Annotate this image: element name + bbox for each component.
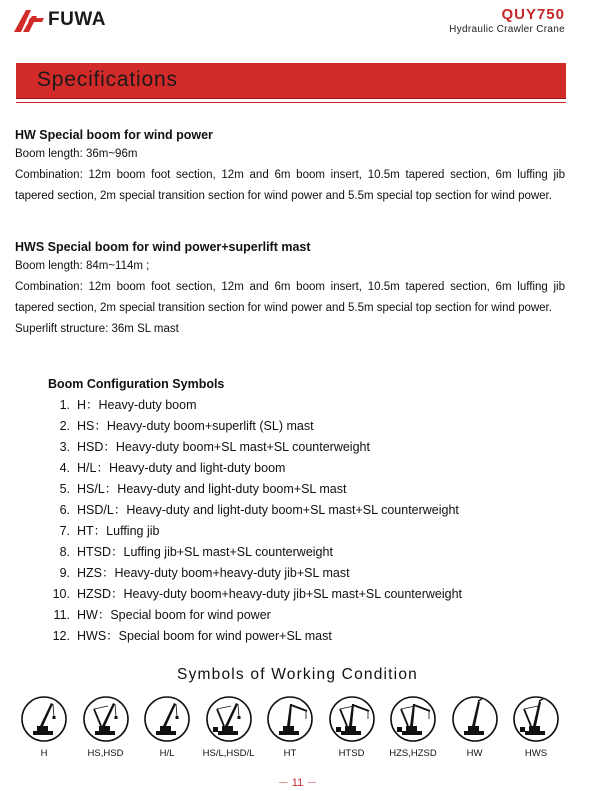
working-condition-label: HS/L,HSD/L	[202, 748, 255, 759]
boom-config-block	[48, 377, 595, 647]
boom-config-list	[48, 395, 595, 647]
list-item-number: 7.	[59, 524, 70, 538]
working-condition-label: HT	[283, 748, 297, 759]
list-item-text: HZS：Heavy-duty boom+heavy-duty jib+SL mast	[77, 566, 350, 580]
crane-hs-l-hsd-l-icon	[205, 695, 253, 743]
list-item	[48, 416, 595, 437]
model-header	[449, 6, 565, 35]
fuwa-logo-mark-icon	[14, 8, 44, 32]
hws-boom-length: Boom length: 84m~114m ;	[15, 260, 150, 272]
hws-combination: Combination: 12m boom foot section, 12m and 6m boom insert, 10.5m tapered section, 6m luffing jib tapered section, 2m special transition section for wind power and 5.5m special top section for wind power.	[15, 281, 565, 314]
logo-text: FUWA	[48, 9, 106, 30]
list-item	[48, 437, 595, 458]
crane-ht-icon	[266, 695, 314, 743]
hw-heading: HW Special boom for wind power	[15, 128, 213, 142]
hw-boom-length: Boom length: 36m~96m	[15, 148, 138, 160]
list-item	[48, 458, 595, 479]
section-divider	[16, 102, 566, 103]
working-condition-label: HS,HSD	[87, 748, 124, 759]
list-item	[48, 605, 595, 626]
working-condition-item	[383, 695, 443, 759]
section-title-bar	[16, 63, 566, 99]
crane-hs-hsd-icon	[82, 695, 130, 743]
list-item-number: 3.	[59, 440, 70, 454]
crane-htsd-icon	[328, 695, 376, 743]
list-item-text: HZSD：Heavy-duty boom+heavy-duty jib+SL mast+SL counterweight	[77, 587, 463, 601]
hw-spec-block	[15, 128, 565, 207]
working-condition-item	[506, 695, 566, 759]
list-item-number: 9.	[59, 566, 70, 580]
list-item	[48, 479, 595, 500]
model-subtitle: Hydraulic Crawler Crane	[449, 24, 565, 35]
list-item-text: HS：Heavy-duty boom+superlift (SL) mast	[77, 419, 314, 433]
list-item	[48, 584, 595, 605]
model-code: QUY750	[501, 6, 565, 23]
list-item-text: H/L：Heavy-duty and light-duty boom	[77, 461, 286, 475]
list-item-text: H：Heavy-duty boom	[77, 398, 197, 412]
hws-heading: HWS Special boom for wind power+superlift mast	[15, 240, 311, 254]
working-condition-item	[14, 695, 74, 759]
working-condition-label: HW	[466, 748, 483, 759]
crane-h-l-icon	[143, 695, 191, 743]
working-condition-item	[137, 695, 197, 759]
list-item-number: 5.	[59, 482, 70, 496]
working-condition-icons	[16, 695, 566, 765]
list-item	[48, 542, 595, 563]
list-item-text: HSD/L：Heavy-duty and light-duty boom+SL mast+SL counterweight	[77, 503, 459, 517]
list-item-number: 2.	[59, 419, 70, 433]
list-item	[48, 626, 595, 647]
crane-hws-icon	[512, 695, 560, 743]
working-condition-item	[322, 695, 382, 759]
working-condition-title: Symbols of Working Condition	[177, 666, 418, 683]
list-item-number: 4.	[59, 461, 70, 475]
working-condition-item	[260, 695, 320, 759]
hw-combination: Combination: 12m boom foot section, 12m and 6m boom insert, 10.5m tapered section, 6m luffing jib tapered section, 2m special transition section for wind power and 5.5m special top section for wind power.	[15, 169, 565, 202]
boom-config-title: Boom Configuration Symbols	[48, 377, 225, 391]
list-item	[48, 395, 595, 416]
hws-superlift: Superlift structure: 36m SL mast	[15, 323, 179, 335]
list-item	[48, 500, 595, 521]
list-item-text: HW：Special boom for wind power	[77, 608, 271, 622]
list-item-text: HWS：Special boom for wind power+SL mast	[77, 629, 332, 643]
section-title: Specifications	[37, 68, 178, 91]
list-item-text: HSD：Heavy-duty boom+SL mast+SL counterweight	[77, 440, 370, 454]
list-item-number: 1.	[59, 398, 70, 412]
list-item-text: HTSD：Luffing jib+SL mast+SL counterweight	[77, 545, 333, 559]
working-condition-label: H	[40, 748, 48, 759]
list-item	[48, 521, 595, 542]
list-item	[48, 563, 595, 584]
working-condition-label: HTSD	[338, 748, 365, 759]
working-condition-item	[76, 695, 136, 759]
list-item-text: HT：Luffing jib	[77, 524, 160, 538]
list-item-number: 10.	[52, 587, 70, 601]
crane-hzs-hzsd-icon	[389, 695, 437, 743]
working-condition-label: HWS	[524, 748, 548, 759]
list-item-number: 6.	[59, 503, 70, 517]
list-item-text: HS/L：Heavy-duty and light-duty boom+SL mast	[77, 482, 347, 496]
list-item-number: 8.	[59, 545, 70, 559]
working-condition-item	[445, 695, 505, 759]
working-condition-item	[199, 695, 259, 759]
working-condition-label: H/L	[159, 748, 175, 759]
page-number: － 11 －	[277, 777, 318, 789]
crane-hw-icon	[451, 695, 499, 743]
working-condition-label: HZS,HZSD	[389, 748, 437, 759]
fuwa-logo	[14, 8, 106, 32]
crane-h-icon	[20, 695, 68, 743]
list-item-number: 12.	[52, 629, 70, 643]
list-item-number: 11.	[53, 608, 70, 622]
hws-spec-block	[15, 240, 565, 340]
